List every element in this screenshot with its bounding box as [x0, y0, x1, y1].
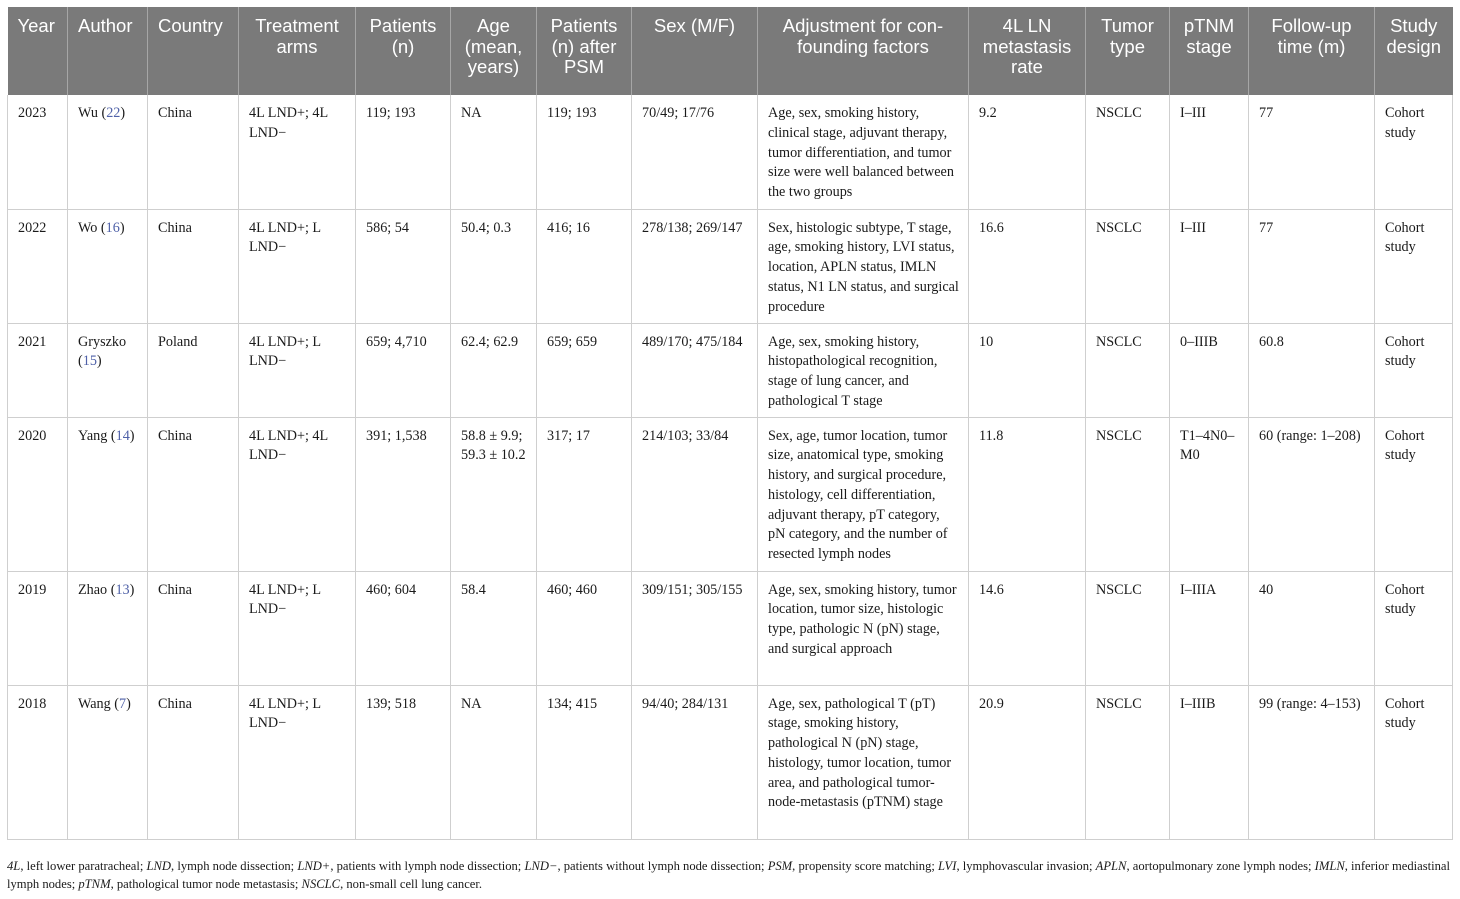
cell-year: 2019 — [8, 571, 68, 685]
abbr-definition: , left lower paratracheal; — [20, 859, 147, 873]
cell-country: China — [148, 209, 239, 323]
study-characteristics-table — [7, 7, 1453, 840]
abbr-definition: , patients with lymph node dissection; — [330, 859, 525, 873]
abbr-term: LND− — [524, 859, 558, 873]
author-name: Zhao — [78, 581, 108, 598]
cell-patients: 460; 604 — [356, 571, 451, 685]
cell-after-psm: 416; 16 — [537, 209, 632, 323]
table-row — [8, 323, 1453, 417]
author-name: Wu — [78, 105, 98, 121]
cell-adjustment: Age, sex, smoking history, tumor location, tumor size, histologic type, pathologic N (pN) stage, and surgical approach — [758, 571, 969, 685]
reference-link[interactable]: 14 — [115, 427, 130, 444]
cell-author: Zhao (13) — [68, 571, 148, 685]
table-row — [8, 417, 1453, 571]
reference-link[interactable]: 22 — [106, 105, 121, 121]
cell-metastasis-rate: 20.9 — [969, 685, 1086, 839]
author-name: Wo — [78, 219, 98, 236]
cell-adjustment: Sex, histologic subtype, T stage, age, smoking history, LVI status, location, APLN status, IMLN status, N1 LN status, and surgical procedure — [758, 209, 969, 323]
cell-follow-up: 77 — [1249, 209, 1375, 323]
abbr-term: NSCLC — [301, 877, 341, 891]
cell-sex: 214/103; 33/84 — [632, 417, 758, 571]
abbr-definition: , lymphovascular invasion; — [956, 859, 1096, 873]
header-patients — [356, 7, 451, 95]
cell-treatment-arms: 4L LND+; 4L LND− — [239, 95, 356, 209]
abbr-term: 4L — [7, 859, 21, 873]
cell-adjustment: Age, sex, smoking history, clinical stage, adjuvant therapy, tumor differentiation, and tumor size were well balanced between the two groups — [758, 95, 969, 209]
cell-ptnm-stage: I–IIIA — [1170, 571, 1249, 685]
cell-treatment-arms: 4L LND+; 4L LND− — [239, 417, 356, 571]
author-name: Yang — [78, 427, 108, 444]
cell-study-design: Cohort study — [1375, 209, 1453, 323]
cell-adjustment: Sex, age, tumor location, tumor size, anatomical type, smoking history, and surgical procedure, histology, cell differentiation, adjuvant therapy, pT category, pN category, and the number of resected lymph nodes — [758, 417, 969, 571]
cell-sex: 94/40; 284/131 — [632, 685, 758, 839]
cell-age: 58.8 ± 9.9; 59.3 ± 10.2 — [451, 417, 537, 571]
cell-year: 2022 — [8, 209, 68, 323]
study-characteristics-table-wrapper — [7, 7, 1453, 840]
cell-sex: 489/170; 475/184 — [632, 323, 758, 417]
cell-tumor-type: NSCLC — [1086, 685, 1170, 839]
header-metastasis-rate: 4L LN metastasis rate — [969, 7, 1086, 95]
cell-after-psm: 119; 193 — [537, 95, 632, 209]
cell-author: Wu (22) — [68, 95, 148, 209]
header-year: Year — [8, 7, 68, 95]
table-row — [8, 685, 1453, 839]
cell-year: 2018 — [8, 685, 68, 839]
cell-follow-up: 77 — [1249, 95, 1375, 209]
cell-metastasis-rate: 9.2 — [969, 95, 1086, 209]
cell-tumor-type: NSCLC — [1086, 209, 1170, 323]
abbr-definition: , non-small cell lung cancer. — [340, 877, 483, 891]
cell-after-psm: 317; 17 — [537, 417, 632, 571]
cell-treatment-arms: 4L LND+; L LND− — [239, 323, 356, 417]
abbr-term: LND+ — [297, 859, 331, 873]
table-footnote — [7, 857, 1453, 893]
cell-follow-up: 60.8 — [1249, 323, 1375, 417]
cell-study-design: Cohort study — [1375, 323, 1453, 417]
cell-tumor-type: NSCLC — [1086, 571, 1170, 685]
cell-author: Yang (14) — [68, 417, 148, 571]
abbr-term: LND — [146, 859, 172, 873]
abbr-term: pTNM — [78, 877, 111, 891]
cell-author: Wo (16) — [68, 209, 148, 323]
cell-metastasis-rate: 14.6 — [969, 571, 1086, 685]
cell-age: NA — [451, 95, 537, 209]
cell-adjustment: Age, sex, smoking history, histopathological recognition, stage of lung cancer, and pathological T stage — [758, 323, 969, 417]
cell-metastasis-rate: 10 — [969, 323, 1086, 417]
cell-year: 2020 — [8, 417, 68, 571]
abbr-term: PSM — [767, 859, 793, 873]
header-study-design: Study design — [1375, 7, 1453, 95]
table-row — [8, 95, 1453, 209]
reference-link[interactable]: 7 — [119, 695, 127, 712]
abbr-definition: , pathological tumor node metastasis; — [110, 877, 302, 891]
cell-ptnm-stage: 0–IIIB — [1170, 323, 1249, 417]
header-ptnm-stage: pTNM stage — [1170, 7, 1249, 95]
cell-country: China — [148, 571, 239, 685]
cell-study-design: Cohort study — [1375, 95, 1453, 209]
header-follow-up: Follow-up time (m) — [1249, 7, 1375, 95]
cell-author: Wang (7) — [68, 685, 148, 839]
cell-follow-up: 99 (range: 4–153) — [1249, 685, 1375, 839]
header-sex: Sex (M/F) — [632, 7, 758, 95]
cell-year: 2023 — [8, 95, 68, 209]
cell-year: 2021 — [8, 323, 68, 417]
cell-study-design: Cohort study — [1375, 685, 1453, 839]
cell-age: 50.4; 0.3 — [451, 209, 537, 323]
header-treatment-arms: Treatment arms — [239, 7, 356, 95]
cell-ptnm-stage: I–III — [1170, 95, 1249, 209]
table-row — [8, 209, 1453, 323]
cell-patients: 659; 4,710 — [356, 323, 451, 417]
header-adjustment: Adjustment for con-founding factors — [758, 7, 969, 95]
cell-country: China — [148, 685, 239, 839]
cell-ptnm-stage: I–III — [1170, 209, 1249, 323]
cell-tumor-type: NSCLC — [1086, 417, 1170, 571]
cell-ptnm-stage: T1–4N0–M0 — [1170, 417, 1249, 571]
abbr-definition: , inferior mediastinal lymph nodes; — [7, 859, 1450, 891]
abbr-term: IMLN — [1314, 859, 1345, 873]
header-author: Author — [68, 7, 148, 95]
abbr-definition: , propensity score matching; — [792, 859, 939, 873]
cell-study-design: Cohort study — [1375, 417, 1453, 571]
abbr-definition: , aortopulmonary zone lymph nodes; — [1126, 859, 1315, 873]
header-tumor-type: Tumor type — [1086, 7, 1170, 95]
reference-link[interactable]: 15 — [82, 353, 97, 370]
cell-sex: 278/138; 269/147 — [632, 209, 758, 323]
cell-country: Poland — [148, 323, 239, 417]
cell-treatment-arms: 4L LND+; L LND− — [239, 209, 356, 323]
cell-age: NA — [451, 685, 537, 839]
abbr-term: APLN — [1095, 859, 1127, 873]
cell-country: China — [148, 417, 239, 571]
cell-ptnm-stage: I–IIIB — [1170, 685, 1249, 839]
cell-country: China — [148, 95, 239, 209]
abbr-term: LVI — [938, 859, 957, 873]
cell-patients: 119; 193 — [356, 95, 451, 209]
cell-after-psm: 659; 659 — [537, 323, 632, 417]
header-row — [8, 7, 1453, 95]
cell-after-psm: 134; 415 — [537, 685, 632, 839]
cell-tumor-type: NSCLC — [1086, 323, 1170, 417]
cell-metastasis-rate: 11.8 — [969, 417, 1086, 571]
cell-author: Gryszko (15) — [68, 323, 148, 417]
header-patients-after-psm: Patients (n) after PSM — [537, 7, 632, 95]
cell-after-psm: 460; 460 — [537, 571, 632, 685]
cell-treatment-arms: 4L LND+; L LND− — [239, 685, 356, 839]
cell-adjustment: Age, sex, pathological T (pT) stage, smoking history, pathological N (pN) stage, histology, tumor location, tumor area, and pathological tumor-node-metastasis (pTNM) stage — [758, 685, 969, 839]
cell-follow-up: 60 (range: 1–208) — [1249, 417, 1375, 571]
abbr-definition: , patients without lymph node dissection; — [557, 859, 768, 873]
cell-follow-up: 40 — [1249, 571, 1375, 685]
author-name: Gryszko — [78, 333, 127, 350]
cell-patients: 391; 1,538 — [356, 417, 451, 571]
header-country: Country — [148, 7, 239, 95]
cell-sex: 309/151; 305/155 — [632, 571, 758, 685]
abbr-definition: , lymph node dissection; — [171, 859, 298, 873]
cell-study-design: Cohort study — [1375, 571, 1453, 685]
reference-link[interactable]: 16 — [105, 219, 120, 236]
cell-sex: 70/49; 17/76 — [632, 95, 758, 209]
header-patients-text: Patients (n) — [369, 15, 437, 57]
cell-tumor-type: NSCLC — [1086, 95, 1170, 209]
cell-age: 62.4; 62.9 — [451, 323, 537, 417]
reference-link[interactable]: 13 — [115, 581, 130, 598]
cell-metastasis-rate: 16.6 — [969, 209, 1086, 323]
author-name: Wang — [78, 695, 111, 712]
cell-treatment-arms: 4L LND+; L LND− — [239, 571, 356, 685]
cell-patients: 586; 54 — [356, 209, 451, 323]
cell-age: 58.4 — [451, 571, 537, 685]
header-age: Age (mean, years) — [451, 7, 537, 95]
table-row — [8, 571, 1453, 685]
cell-patients: 139; 518 — [356, 685, 451, 839]
